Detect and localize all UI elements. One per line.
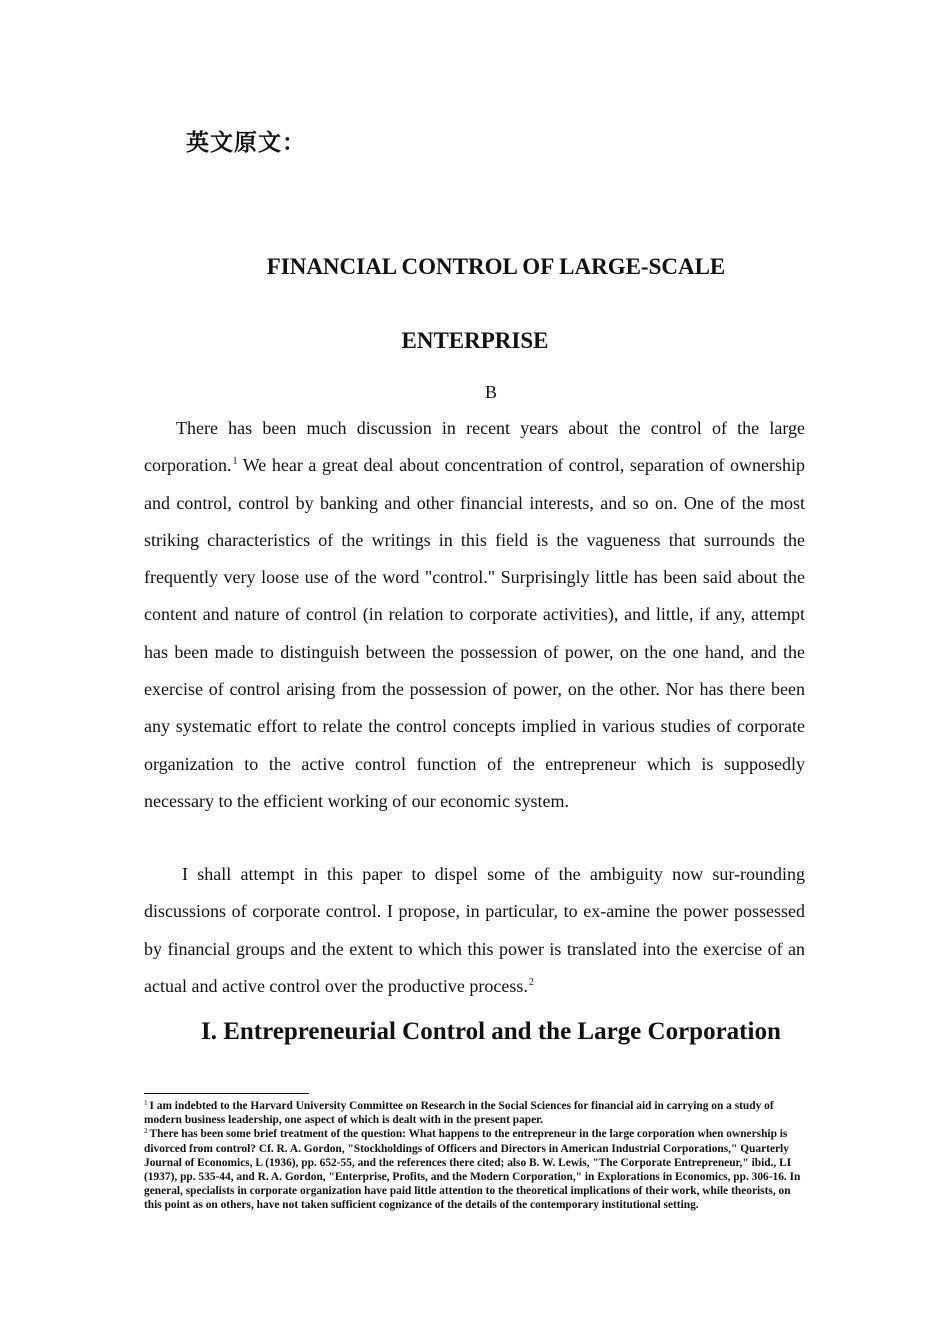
chinese-heading: 英文原文： bbox=[186, 130, 306, 156]
footnote-2-text: There has been some brief treatment of the question: What happens to the entrepreneur in the large corporation when ownership is divorced from control? Cf. R. A. Gordon, "Stockholdings of Officers and Directors in American Industrial Corporations," Quarterly Journal of Economics, L (1936), pp. 652-55, and the references there cited; also B. W. Lewis, "The Corporate Entrepreneur," ibid., LI (1937), pp. 535-44, and R. A. Gordon, "Enterprise, Profits, and the Modern Corporation," in Explorations in Economics, pp. 306-16. In general, specialists in corporate organization have paid little attention to the theoretical implications of their work, while theorists, on this point as on others, have not taken sufficient cognizance of the details of the contemporary institutional setting. bbox=[144, 1128, 801, 1212]
body-paragraph-1 bbox=[144, 410, 805, 820]
footnote-separator bbox=[144, 1093, 309, 1094]
article-title-line-1: FINANCIAL CONTROL OF LARGE-SCALE bbox=[266, 254, 726, 279]
footnote-ref-2[interactable]: 2 bbox=[528, 976, 534, 988]
footnote-1-mark: 1 bbox=[144, 1099, 148, 1107]
footnote-2-mark: 2 bbox=[144, 1127, 148, 1136]
section-heading: I. Entrepreneurial Control and the Large Corporation bbox=[201, 1018, 781, 1045]
footnote-1-text: I am indebted to the Harvard University Committee on Research in the Social Sciences for financial aid in carrying on a study of modern business leadership, one aspect of which is dealt with in the present paper. bbox=[144, 1100, 774, 1127]
article-title-line-2: ENTERPRISE bbox=[401, 328, 549, 353]
footnotes bbox=[144, 1099, 806, 1213]
footnote-1 bbox=[144, 1099, 806, 1127]
author-byline: B bbox=[484, 382, 497, 402]
paragraph-1-text-a: There has been much discussion in recent years about the control of the large corporation. bbox=[144, 418, 805, 476]
footnote-ref-1[interactable]: 1 bbox=[232, 456, 238, 468]
footnote-2 bbox=[144, 1127, 806, 1212]
body-paragraph-2 bbox=[144, 856, 805, 1005]
paragraph-2-text-a: I shall attempt in this paper to dispel some of the ambiguity now sur-rounding discussions of corporate control. I propose, in particular, to ex-amine the power possessed by financial groups and the extent to which this power is translated into the exercise of an actual and active control over the productive process. bbox=[144, 864, 805, 996]
paragraph-1-text-b: We hear a great deal about concentration of control, separation of ownership and control, control by banking and other financial interests, and so on. One of the most striking characteristics of the writings in this field is the vagueness that surrounds the frequently very loose use of the word "control." Surprisingly little has been said about the content and nature of control (in relation to corporate activities), and little, if any, attempt has been made to distinguish between the possession of power, on the one hand, and the exercise of control arising from the possession of power, on the other. Nor has there been any systematic effort to relate the control concepts implied in various studies of corporate organization to the active control function of the entrepreneur which is supposedly necessary to the efficient working of our economic system. bbox=[144, 455, 805, 811]
